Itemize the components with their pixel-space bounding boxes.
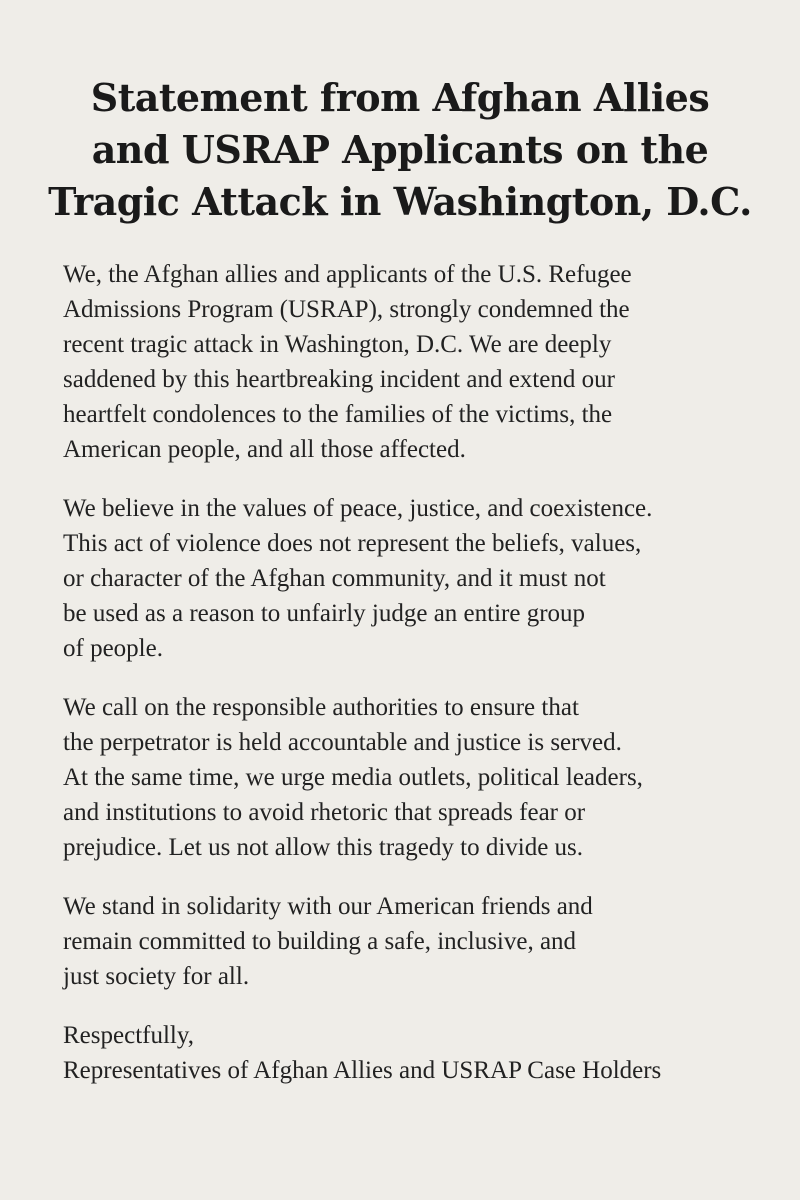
closing-block <box>63 1018 763 1088</box>
text-line: We, the Afghan allies and applicants of the U.S. Refugee <box>63 261 632 288</box>
text-line: saddened by this heartbreaking incident and extend our <box>63 366 615 393</box>
title-line: Tragic Attack in Washington, D.C. <box>48 179 752 224</box>
text-line: Admissions Program (USRAP), strongly condemned the <box>63 296 630 323</box>
text-line: be used as a reason to unfairly judge an entire group <box>63 600 586 627</box>
text-line: just society for all. <box>63 963 250 990</box>
text-line: the perpetrator is held accountable and justice is served. <box>63 729 622 756</box>
text-line: We stand in solidarity with our American friends and <box>63 893 593 920</box>
text-line: recent tragic attack in Washington, D.C. We are deeply <box>63 331 612 358</box>
text-line: heartfelt condolences to the families of the victims, the <box>63 401 613 428</box>
text-line: remain committed to building a safe, inclusive, and <box>63 928 577 955</box>
statement-body <box>63 257 763 1112</box>
text-line: American people, and all those affected. <box>63 436 466 463</box>
text-line: or character of the Afghan community, and it must not <box>63 565 606 592</box>
text-line: This act of violence does not represent the beliefs, values, <box>63 530 642 557</box>
paragraph-call-to-action <box>63 690 763 865</box>
text-line: We call on the responsible authorities to ensure that <box>63 694 579 721</box>
text-line: At the same time, we urge media outlets, political leaders, <box>63 764 643 791</box>
text-line: prejudice. Let us not allow this tragedy to divide us. <box>63 834 584 861</box>
text-line: and institutions to avoid rhetoric that spreads fear or <box>63 799 586 826</box>
text-line: of people. <box>63 635 163 662</box>
title-line: and USRAP Applicants on the <box>91 127 709 172</box>
paragraph-values <box>63 491 763 666</box>
text-line: We believe in the values of peace, justice, and coexistence. <box>63 495 653 522</box>
signature: Representatives of Afghan Allies and USRAP Case Holders <box>63 1057 662 1084</box>
statement-title <box>0 72 800 228</box>
title-line: Statement from Afghan Allies <box>90 75 710 120</box>
salutation: Respectfully, <box>63 1022 194 1049</box>
paragraph-solidarity <box>63 889 763 994</box>
paragraph-condemnation <box>63 257 763 467</box>
